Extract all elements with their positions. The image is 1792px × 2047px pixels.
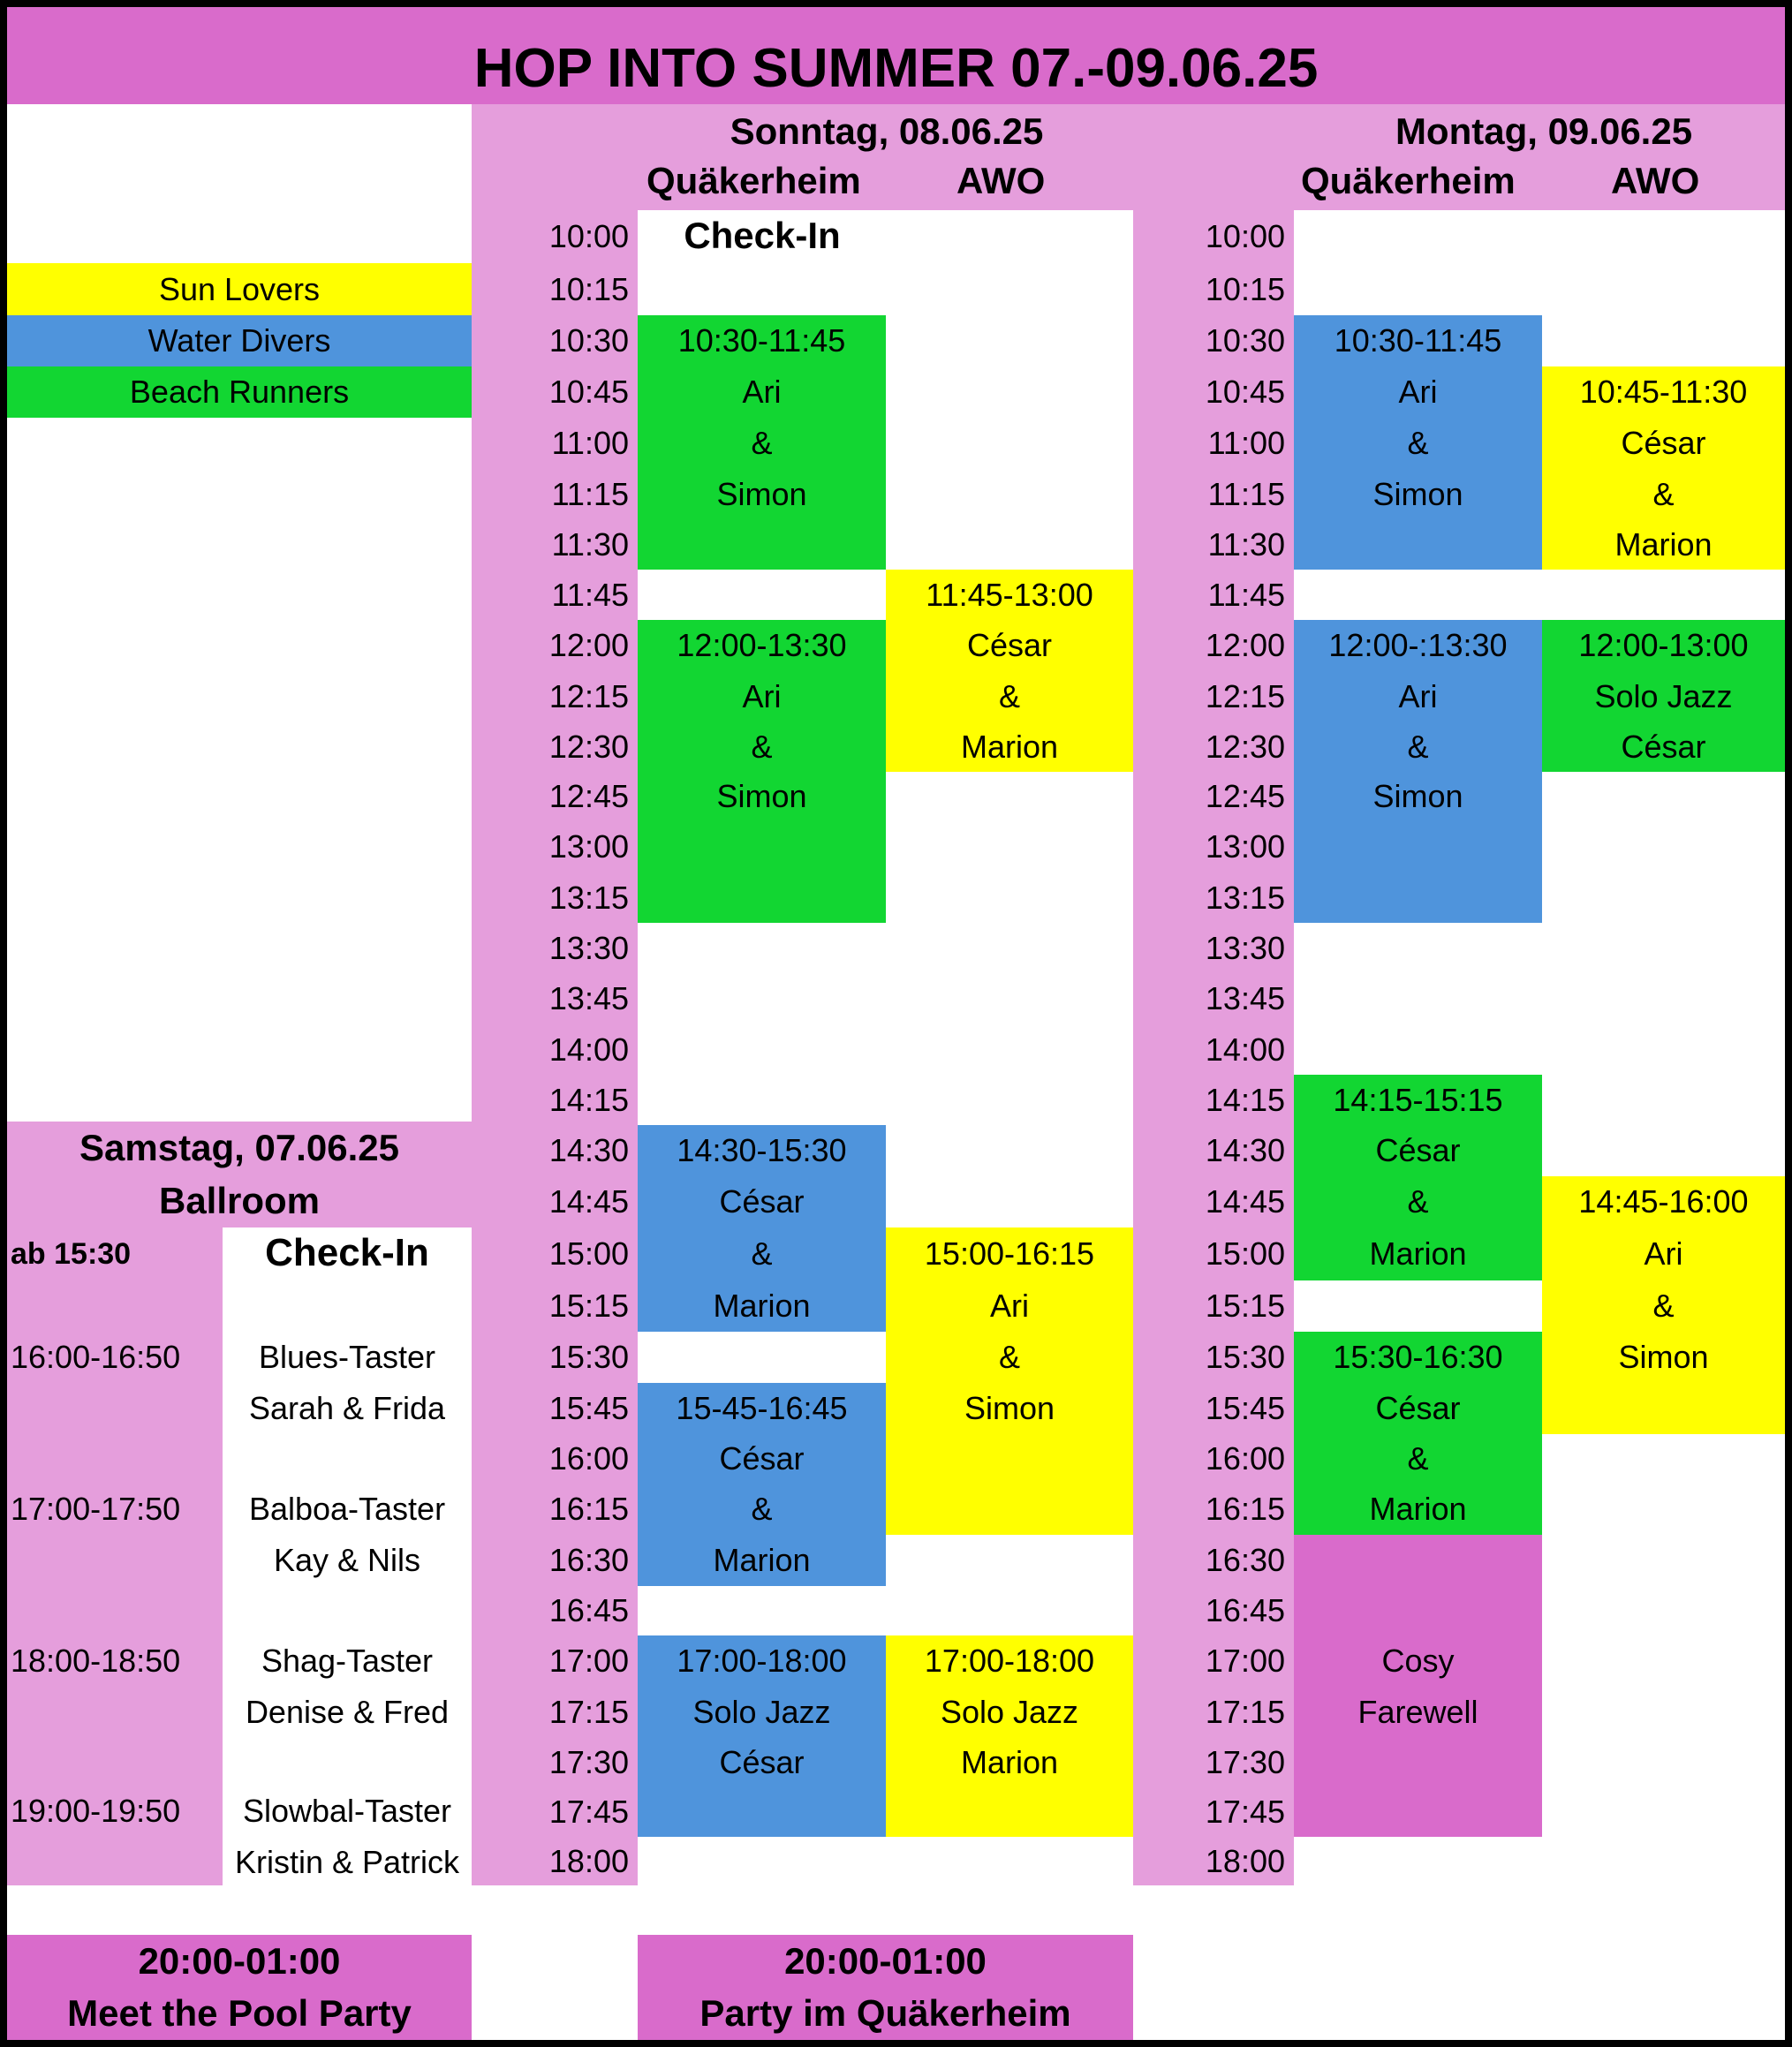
sunday-session-6-time-range: 11:45-13:00 (926, 576, 1093, 613)
saturday-session-3-time: 18:00-18:50 (11, 1643, 181, 1679)
sunday-time-9: 12:15 (548, 677, 629, 714)
saturday-checkin-label: Check-In (265, 1231, 429, 1274)
monday-time-1: 10:15 (1205, 270, 1285, 307)
sunday-time-6: 11:30 (551, 525, 629, 563)
monday-venue-quaekerheim: Quäkerheim (1301, 160, 1516, 201)
sunday-session-5-line-1: Solo Jazz (692, 1694, 831, 1730)
sunday-time-27: 16:45 (548, 1592, 629, 1628)
monday-session-8-time-range: 14:45-16:00 (1578, 1183, 1749, 1220)
monday-venue-awo: AWO (1611, 160, 1700, 201)
sunday-checkin: Check-In (684, 215, 841, 256)
sunday-time-24: 16:00 (548, 1440, 629, 1477)
monday-time-11: 12:45 (1205, 778, 1285, 814)
sunday-time-11: 12:45 (548, 778, 629, 814)
sunday-time-22: 15:30 (548, 1339, 629, 1375)
monday-session-4-line-1: César (1375, 1390, 1461, 1426)
saturday-session-2-time: 17:00-17:50 (11, 1491, 181, 1527)
saturday-session-2-teachers: Kay & Nils (273, 1542, 421, 1578)
monday-time-10: 12:30 (1205, 728, 1285, 765)
sunday-venue-awo: AWO (956, 160, 1046, 201)
sunday-session-2-line-2: & (751, 728, 773, 765)
sunday-time-20: 15:00 (548, 1235, 629, 1272)
monday-session-3-line-1: César (1375, 1132, 1461, 1168)
saturday-party-name: Meet the Pool Party (67, 1992, 412, 2034)
monday-time-23: 15:45 (1205, 1390, 1285, 1426)
sunday-venue-quaekerheim: Quäkerheim (646, 160, 861, 201)
sunday-time-7: 11:45 (551, 576, 629, 613)
monday-session-8-line-3: Simon (1618, 1339, 1709, 1375)
monday-session-4-line-2: & (1407, 1440, 1429, 1477)
saturday-session-4-time: 19:00-19:50 (11, 1793, 181, 1829)
monday-session-4-line-3: Marion (1369, 1491, 1467, 1527)
sunday-session-8-line-2: Marion (960, 1744, 1059, 1780)
sunday-time-14: 13:30 (548, 929, 629, 966)
monday-session-6-time-range: 10:45-11:30 (1579, 374, 1748, 410)
monday-session-6-line-1: César (1621, 425, 1706, 461)
monday-time-21: 15:15 (1205, 1288, 1285, 1324)
monday-session-3-line-2: & (1407, 1183, 1429, 1220)
monday-time-16: 14:00 (1205, 1031, 1285, 1068)
sunday-time-32: 18:00 (548, 1842, 629, 1879)
monday-time-31: 17:45 (1205, 1794, 1285, 1830)
sunday-session-3-line-2: & (751, 1235, 773, 1272)
sunday-session-1-time-range: 10:30-11:45 (677, 322, 846, 359)
sunday-time-12: 13:00 (548, 828, 629, 865)
saturday-session-1-teachers: Sarah & Frida (248, 1390, 446, 1426)
monday-time-32: 18:00 (1205, 1842, 1285, 1879)
monday-session-3-time-range: 14:15-15:15 (1333, 1081, 1503, 1118)
sunday-session-3-time-range: 14:30-15:30 (677, 1132, 847, 1168)
sunday-session-3-line-1: César (719, 1183, 805, 1220)
legend-beach-runners: Beach Runners (7, 366, 472, 418)
monday-time-3: 10:45 (1205, 374, 1285, 410)
legend-water-divers: Water Divers (7, 315, 472, 366)
sunday-session-7-time-range: 15:00-16:15 (924, 1235, 1095, 1272)
monday-session-6-line-3: Marion (1614, 525, 1713, 563)
monday-session-5-title: Cosy (1381, 1643, 1455, 1679)
sunday-session-7-line-1: Ari (990, 1288, 1029, 1324)
sunday-session-8-line-1: Solo Jazz (940, 1694, 1079, 1730)
sunday-session-2-line-1: Ari (742, 677, 782, 714)
monday-time-13: 13:15 (1205, 879, 1285, 916)
monday-session-2-line-2: & (1407, 728, 1429, 765)
sunday-time-10: 12:30 (548, 728, 629, 765)
monday-time-12: 13:00 (1205, 828, 1285, 865)
monday-day-title: Montag, 09.06.25 (1395, 110, 1693, 152)
page-title: HOP INTO SUMMER 07.-09.06.25 (473, 37, 1319, 99)
sunday-time-2: 10:30 (548, 322, 629, 359)
monday-time-29: 17:15 (1205, 1694, 1285, 1730)
sunday-time-19: 14:45 (548, 1183, 629, 1220)
monday-time-25: 16:15 (1205, 1491, 1285, 1527)
sunday-session-1-line-3: Simon (716, 475, 807, 512)
sunday-session-2-line-3: Simon (716, 778, 807, 814)
sunday-session-5-time-range: 17:00-18:00 (677, 1643, 847, 1679)
sunday-session-1-line-1: Ari (742, 374, 782, 410)
monday-session-1-line-2: & (1407, 425, 1429, 461)
saturday-session-1-name: Blues-Taster (258, 1339, 436, 1375)
monday-session-4-time-range: 15:30-16:30 (1333, 1339, 1503, 1375)
sunday-session-6-line-3: Marion (960, 728, 1059, 765)
monday-time-5: 11:15 (1207, 475, 1285, 512)
monday-time-4: 11:00 (1207, 425, 1285, 461)
monday-session-7-time-range: 12:00-13:00 (1578, 627, 1749, 663)
monday-session-2-line-3: Simon (1372, 778, 1463, 814)
monday-time-28: 17:00 (1205, 1643, 1285, 1679)
monday-time-26: 16:30 (1205, 1542, 1285, 1578)
sunday-session-6-line-2: & (998, 677, 1020, 714)
sunday-time-28: 17:00 (548, 1643, 629, 1679)
monday-time-19: 14:45 (1205, 1183, 1285, 1220)
sunday-session-5-line-2: César (719, 1744, 805, 1780)
saturday-venue: Ballroom (158, 1180, 321, 1221)
monday-session-2-line-1: Ari (1398, 677, 1438, 714)
monday-session-8-line-1: Ari (1644, 1235, 1683, 1272)
sunday-session-7-line-3: Simon (964, 1390, 1055, 1426)
monday-time-7: 11:45 (1207, 576, 1285, 613)
monday-time-9: 12:15 (1205, 677, 1285, 714)
monday-session-1-line-1: Ari (1398, 374, 1438, 410)
sunday-session-3-line-3: Marion (713, 1288, 811, 1324)
saturday-checkin-time: ab 15:30 (11, 1237, 132, 1271)
sunday-session-2-time-range: 12:00-13:30 (677, 627, 847, 663)
monday-time-22: 15:30 (1205, 1339, 1285, 1375)
sunday-session-4-line-3: Marion (713, 1542, 811, 1578)
sunday-time-30: 17:30 (548, 1744, 629, 1780)
sunday-session-6-line-1: César (966, 627, 1053, 663)
sunday-time-16: 14:00 (548, 1031, 629, 1068)
monday-time-0: 10:00 (1205, 218, 1285, 254)
sunday-day-title: Sonntag, 08.06.25 (730, 110, 1044, 152)
sunday-time-21: 15:15 (548, 1288, 629, 1324)
monday-time-14: 13:30 (1205, 929, 1285, 966)
sunday-time-18: 14:30 (548, 1132, 629, 1168)
monday-session-6-line-2: & (1652, 475, 1675, 512)
saturday-session-4-teachers: Kristin & Patrick (234, 1844, 460, 1880)
monday-time-30: 17:30 (1205, 1744, 1285, 1780)
monday-time-6: 11:30 (1207, 525, 1285, 563)
monday-session-1-line-3: Simon (1372, 475, 1463, 512)
sunday-time-26: 16:30 (548, 1542, 629, 1578)
sunday-time-8: 12:00 (548, 627, 629, 663)
monday-session-3-line-3: Marion (1369, 1235, 1467, 1272)
monday-time-20: 15:00 (1205, 1235, 1285, 1272)
sunday-time-4: 11:00 (551, 425, 629, 461)
legend-sun-lovers: Sun Lovers (7, 263, 472, 315)
sunday-time-25: 16:15 (548, 1491, 629, 1527)
sunday-session-7-line-2: & (998, 1339, 1020, 1375)
sunday-time-3: 10:45 (548, 374, 629, 410)
saturday-session-3-name: Shag-Taster (261, 1643, 434, 1679)
monday-time-27: 16:45 (1205, 1592, 1285, 1628)
saturday-day-title: Samstag, 07.06.25 (79, 1127, 399, 1168)
monday-time-24: 16:00 (1205, 1440, 1285, 1477)
sunday-time-1: 10:15 (548, 270, 629, 307)
sunday-time-17: 14:15 (548, 1081, 629, 1118)
monday-session-7-line-1: Solo Jazz (1594, 677, 1733, 714)
sunday-time-15: 13:45 (548, 980, 629, 1016)
sunday-time-0: 10:00 (548, 218, 629, 254)
monday-session-2-time-range: 12:00-:13:30 (1328, 627, 1508, 663)
monday-session-5-line-1: Farewell (1357, 1694, 1478, 1730)
saturday-session-2-name: Balboa-Taster (248, 1491, 446, 1527)
sunday-time-23: 15:45 (548, 1390, 629, 1426)
sunday-session-4-line-2: & (751, 1491, 773, 1527)
monday-time-18: 14:30 (1205, 1132, 1285, 1168)
monday-session-7-line-2: César (1621, 728, 1706, 765)
sunday-time-29: 17:15 (548, 1694, 629, 1730)
saturday-session-3-teachers: Denise & Fred (245, 1694, 450, 1730)
monday-time-15: 13:45 (1205, 980, 1285, 1016)
sunday-time-5: 11:15 (551, 475, 629, 512)
saturday-party-time: 20:00-01:00 (138, 1940, 341, 1982)
sunday-time-31: 17:45 (548, 1794, 629, 1830)
sunday-party-name: Party im Quäkerheim (699, 1992, 1071, 2034)
saturday-session-1-time: 16:00-16:50 (11, 1339, 181, 1375)
sunday-session-1-line-2: & (751, 425, 773, 461)
monday-time-2: 10:30 (1205, 322, 1285, 359)
sunday-session-4-time-range: 15-45-16:45 (676, 1390, 848, 1426)
monday-session-8-line-2: & (1652, 1288, 1675, 1324)
monday-time-17: 14:15 (1205, 1081, 1285, 1118)
sunday-session-8-time-range: 17:00-18:00 (924, 1643, 1095, 1679)
monday-session-1-time-range: 10:30-11:45 (1334, 322, 1502, 359)
sunday-session-4-line-1: César (719, 1440, 805, 1477)
saturday-session-4-name: Slowbal-Taster (242, 1793, 452, 1829)
monday-time-8: 12:00 (1205, 627, 1285, 663)
sunday-party-time: 20:00-01:00 (784, 1940, 987, 1982)
sunday-time-13: 13:15 (548, 879, 629, 916)
